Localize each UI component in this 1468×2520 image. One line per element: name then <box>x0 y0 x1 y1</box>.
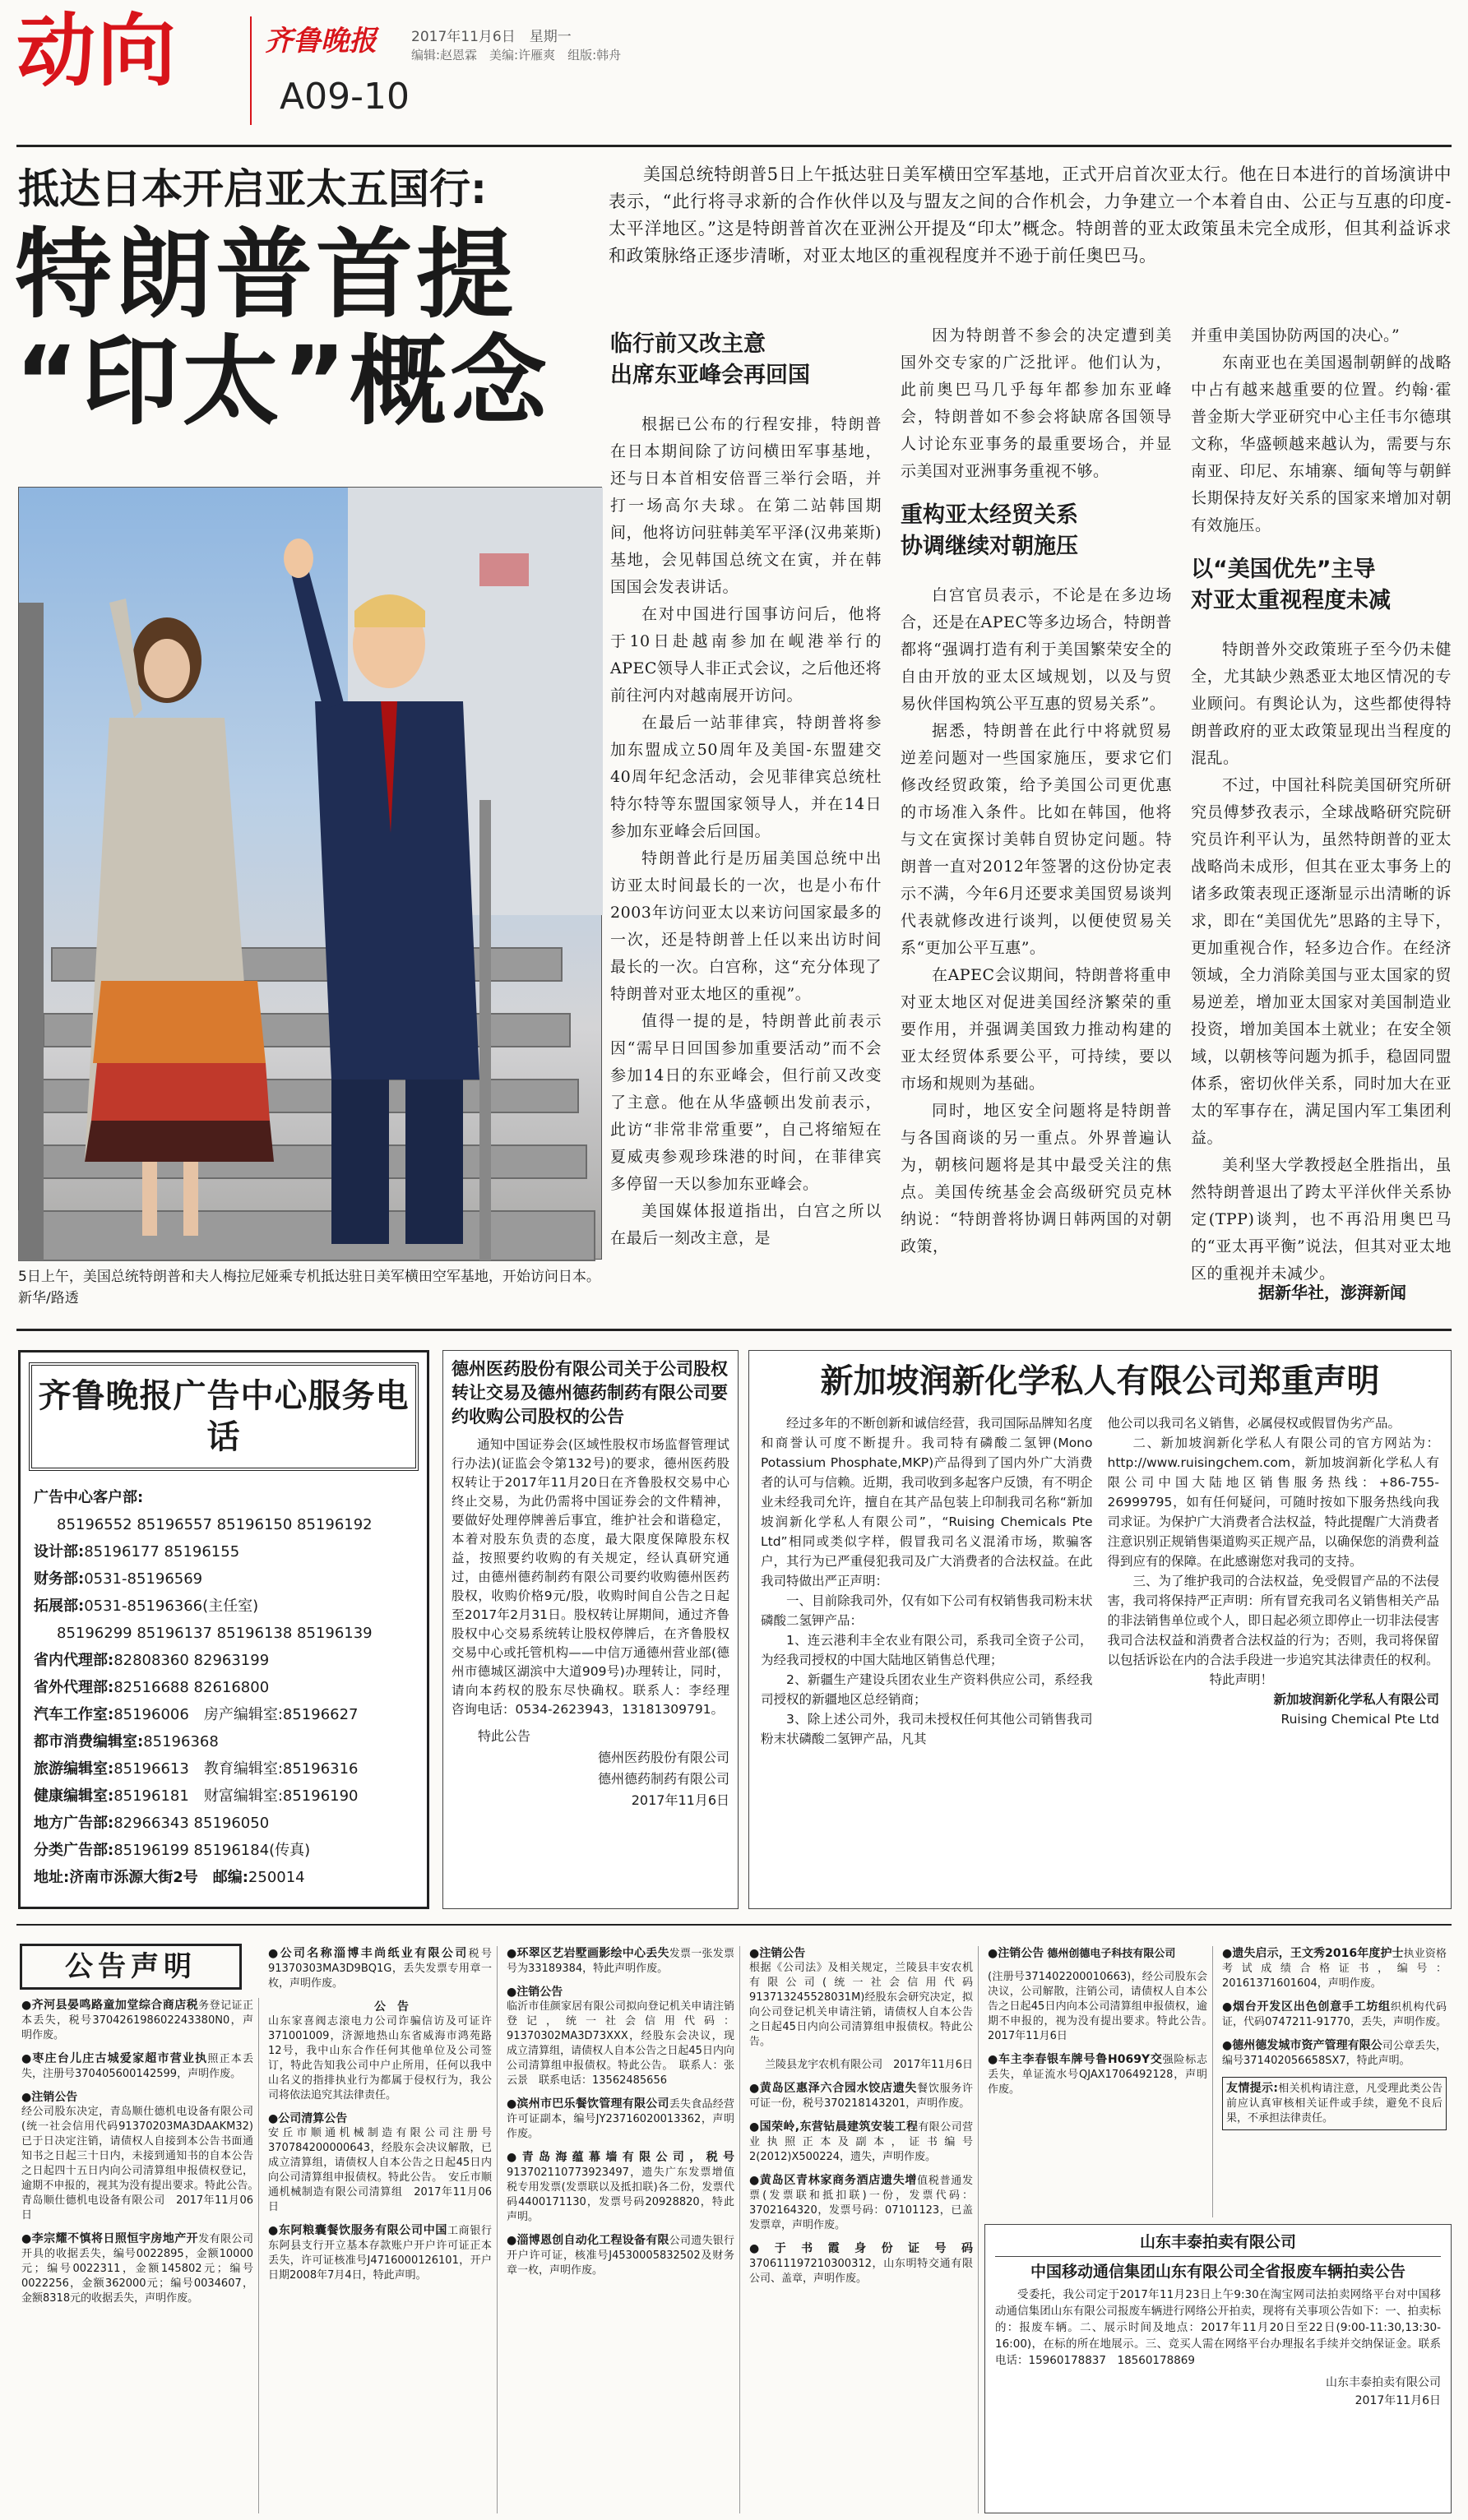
notice-title: ●黄岛区惠泽六合园水饺店遗失 <box>749 2082 918 2095</box>
service-line <box>34 1484 414 1511</box>
service-value: 85196177 85196155 <box>84 1543 240 1561</box>
notice-item <box>21 1998 253 2043</box>
notice-title: ●烟台开发区出色创意手工坊组 <box>1222 2000 1391 2014</box>
notice-body: 工商银行东阿县支行开立基本存款账户开户许可证正本丢失，许可证核准号J4716000126101，开户日期2008年7月4日，特此声明。 <box>268 2225 492 2282</box>
auction-subtitle: 中国移动通信集团山东有限公司全省报废车辆拍卖公告 <box>1030 2263 1405 2281</box>
service-key: 分类广告部: <box>34 1842 114 1859</box>
service-value: 82516688 82616800 <box>113 1679 270 1696</box>
notice-title: ●于书霞身份证号码 <box>749 2242 973 2255</box>
notice-title: ●公司名称淄博丰尚纸业有限公司 <box>268 1947 469 1960</box>
statement-paragraph: 一、目前除我司外，仅有如下公司有权销售我司粉末状磷酸二氢钾产品： <box>761 1593 1093 1628</box>
headline-main-1: 特朗普首提 <box>15 218 517 331</box>
notice-body: 相关机构请注意，凡受理此类公告前应认真审核相关证件或手续，避免不良后果，不承担法律责任。 <box>1226 2083 1443 2125</box>
service-value: 82966343 85196050 <box>113 1815 270 1832</box>
story-paragraph: 同时，地区安全问题将是特朗普与各国商谈的另一重点。外界普遍认为，朝核问题将是其中最受关注的焦点。美国传统基金会高级研究员克林纳说：“特朗普将协调日韩两国的对朝政策， <box>901 1102 1172 1255</box>
notice-title: ●注销公告 <box>507 1986 563 1999</box>
service-key: 广告中心客户部: <box>34 1489 144 1506</box>
notice-item <box>268 2000 492 2103</box>
story-paragraph: 东南亚也在美国遏制朝鲜的战略中占有越来越重要的位置。约翰·霍普金斯大学亚研究中心主任韦尔德琪文称，华盛顿越来越认为，需要与东南亚、印尼、东埔寨、缅甸等与朝鲜长期保持友好关系的国家来增加对朝有效施压。 <box>1191 354 1452 534</box>
service-key: 财务部: <box>34 1570 85 1588</box>
service-value: 85196613 教育编辑室:85196316 <box>113 1760 359 1778</box>
statement-paragraph: 2、新疆生产建设兵团农业生产资料供应公司，系经我司授权的新疆地区总经销商； <box>761 1672 1093 1707</box>
notice-column-1 <box>16 1998 265 2513</box>
sign-line: 德州医药股份有限公司 <box>597 1750 729 1765</box>
statement-sign: 特此声明！ <box>1209 1672 1274 1687</box>
notices-header: 公告声明 <box>20 1944 242 1990</box>
service-value: 85196181 财富编辑室:85196190 <box>113 1787 359 1805</box>
notice-item <box>268 1946 492 1991</box>
notice-item <box>507 2097 734 2142</box>
notice-title: ●遗失启示，王文秀2016年度护士 <box>1222 1947 1404 1960</box>
notice-title: ●国荣岭,东营钻晨建筑安装工程 <box>749 2120 919 2134</box>
paper-logo: 齐鲁晚报 <box>265 25 377 58</box>
service-key: 地方广告部: <box>34 1815 114 1832</box>
auction-body: 受委托，我公司定于2017年11月23日上午9:30在淘宝网司法拍卖网络平台对中国移动通信集团山东有限公司报废车辆进行网络公开拍卖，现将有关事项公告如下：一、拍卖标的：报废车辆。二、展示时间及地点：2017年11月20日至22日(9:00-11:30,13:30-16:00)，在标的所在地展示。三、竞买人需在网络平台办理报名手续并交纳保证金。联系电话：15960178837 18560178869 <box>995 2288 1441 2367</box>
service-line <box>34 1782 414 1810</box>
masthead-rule <box>16 145 1452 147</box>
notice-item <box>749 2058 973 2073</box>
notice-title: ●淄博恩创自动化工程设备有限 <box>507 2234 669 2247</box>
notice-item <box>268 2223 492 2283</box>
service-line <box>34 1538 414 1565</box>
auction-notice <box>984 2224 1452 2513</box>
service-line <box>34 1701 414 1728</box>
ad-dezhou-body: 通知中国证券会(区域性股权市场监督管理试行办法)(证监会令第132号)的要求，德州医药股权转让于2017年11月20日在齐鲁股权交易中心终止交易，为此仍需将中国证券会的文件精神，要做好处理停牌善后事宜，维护社会和谐稳定，本着对股东负责的态度，最大限度保障股东权益，按照要约收购的有关规定，经认真研究通过，由德州德药制药有限公司要约收购德州医药股权，收购价格9元/股，收购时间自公告之日起至2017年2月31日。股权转让屏期间，通过齐鲁股权中心交易系统转让股权停牌后，在齐鲁股权交易中心或托管机构——中信万通德州营业部(德州市德城区湖滨中大道909号)办理转让，同时，请向本药权的股东尽快确权。联系人：李经理 咨询电话：0534-2623943，13181309791。 <box>452 1437 743 1717</box>
notice-body: 执业资格考试成绩合格证书，编号：20161371601604，声明作废。 <box>1222 1948 1447 1990</box>
story-paragraph: 在APEC会议期间，特朗普将重申对亚太地区对促进美国经济繁荣的重要作用，并强调美国致力推动构建的亚太经贸体系要公平，可持续，要以市场和规则为基础。 <box>901 966 1172 1093</box>
news-photo <box>18 487 602 1260</box>
notice-body: 临沂市佳颜家居有限公司拟向登记机关申请注销登记，统一社会信用代码：91370302MA3D73XXX，经股东会决议，现成立清算组，请债权人自本公告之日起45日内向公司清算组申报债权。特此公告。 联系人：张云景 联系电话：13562485656 <box>507 2000 734 2087</box>
service-value: 0531-85196569 <box>84 1570 203 1588</box>
ad-singapore-title: 新加坡润新化学私人有限公司郑重声明 <box>820 1362 1380 1400</box>
notice-title: ●注销公告 <box>988 1947 1044 1960</box>
notice-title: ●李宗耀不慎将日照恒宇房地产开 <box>21 2232 199 2245</box>
story-paragraph: 根据已公布的行程安排，特朗普在日本期间除了访问横田军事基地，还与日本首相安倍晋三举行会晤，并打一场高尔夫球。在第二站韩国期间，他将访问驻韩美军平泽(汉弗莱斯)基地，会见韩国总统文在寅，并在韩国国会发表讲话。 <box>610 415 882 596</box>
notice-title: ●车主李春银车牌号鲁H069Y交 <box>988 2053 1163 2066</box>
lead-paragraph: 美国总统特朗普5日上午抵达驻日美军横田空军基地，正式开启首次亚太行。他在日本进行的首场演讲中表示，“此行将寻求新的合作伙伴以及与盟友之间的合作机会，力争建立一个本着自由、公正与互惠的印度-太平洋地区。”这是特朗普首次在亚洲公开提及“印太”概念。特朗普的亚太政策虽未完全成形，但其利益诉求和政策脉络正逐步清晰，对亚太地区的重视程度并不逊于前任奥巴马。 <box>609 164 1452 266</box>
notice-body: 安丘市顺通机械制造有限公司注册号370784200000643，经股东会决议解散，已成立清算组，请债权人自本公告之日起45日内向公司清算组申报债权。特此公告。 安丘市顺通机械制造有限公司清算组 2017年11月06日 <box>268 2127 492 2213</box>
notice-body: 司公章丢失，编号371402056658SX7，特此声明。 <box>1222 2040 1447 2067</box>
statement-sign: Ruising Chemical Pte Ltd <box>1280 1712 1439 1727</box>
auction-sign: 山东丰泰拍卖有限公司 <box>1326 2376 1441 2389</box>
story-paragraph: 白宫官员表示，不论是在多边场合，还是在APEC等多边场合，特朗普都将“强调打造有利于美国繁荣安全的自由开放的亚太区域规划，以及与贸易伙伴国构筑公平互惠的贸易关系”。 <box>901 586 1172 713</box>
story-paragraph: 在最后一站菲律宾，特朗普将参加东盟成立50周年及美国-东盟建交40周年纪念活动，会见菲律宾总统杜特尔特等东盟国家领导人，并在14日参加东亚峰会后回国。 <box>610 714 882 840</box>
story-paragraph: 美利坚大学教授赵全胜指出，虽然特朗普退出了跨太平洋伙伴关系协定(TPP)谈判，也不再沿用奥巴马的“亚太再平衡”说法，但其对亚太地区的重视并未减少。 <box>1191 1156 1452 1283</box>
notice-item <box>749 2081 973 2111</box>
byline: 据新华社，澎湃新闻 <box>1258 1283 1406 1302</box>
statement-paragraph: 3、除上述公司外，我司未授权任何其他公司销售我司粉末状磷酸二氢钾产品，凡其 <box>761 1712 1093 1746</box>
notice-title: ●东阿粮囊餐饮服务有限公司中国 <box>268 2224 448 2237</box>
notice-item <box>21 2051 253 2082</box>
masthead-divider <box>250 16 252 125</box>
service-key: 拓展部: <box>34 1598 85 1615</box>
service-key: 地址:济南市泺源大街2号 邮编: <box>34 1869 248 1886</box>
story-paragraph: 因为特朗普不参会的决定遭到美国外交专家的广泛批评。他们认为，此前奥巴马几乎每年都参加东亚峰会，特朗普如不参会将缺席各国领导人讨论东亚事务的最重要场合，并显示美国对亚洲事务重视不够。 <box>901 326 1172 480</box>
service-value: 85196368 <box>143 1733 219 1750</box>
notice-column-6 <box>1217 1946 1452 2217</box>
notice-body: 经公司股东决定，青岛顺仕德机电设备有限公司(统一社会信用代码91370203MA3DAAKM32)已于日决定注销，请债权人自接到本公告书面通知书之日起三十日内，未接到通知书的自本公告之日起四十五日内向公司清算组申报债权登记，逾期不申报的，视其为没有提出要求。特此公告。 青岛顺仕德机电设备有限公司 2017年11月06日 <box>21 2106 265 2222</box>
statement-paragraph: 三、为了维护我司的合法权益，免受假冒产品的不法侵害，我司将保持严正声明：所有冒充我司名义销售相关产品的非法销售单位或个人，即日起必须立即停止一切非法侵害我司合法权益和消费者合法权益的行为；否则，我司将保留以包括诉讼在内的合法手段进一步追究其法律责任的权利。 <box>1107 1574 1439 1667</box>
story-paragraph: 值得一提的是，特朗普此前表示因“需早日回国参加重要活动”而不会参加14日的东亚峰会，但行前又改变了主意。他在从华盛顿出发前表示，此访“非常非常重要”，自己将缩短在夏威夷参观珍珠港的时间，在菲律宾多停留一天以参加东亚峰会。 <box>610 1012 882 1193</box>
section-title: 动向 <box>16 5 178 97</box>
story-paragraph: 美国媒体报道指出，白宫之所以在最后一刻改主意，是 <box>610 1202 882 1247</box>
notice-body: 丢失食品经营许可证副本，编号JY23716020013362，声明作废。 <box>507 2098 734 2140</box>
photo-illustration <box>19 488 603 1260</box>
notice-item <box>988 1946 1207 1962</box>
service-line <box>34 1511 414 1538</box>
service-line <box>34 1674 414 1701</box>
notice-item <box>988 1970 1219 2044</box>
ad-singapore-col-2 <box>1108 1413 1440 1749</box>
notice-body: 370611197210300312，山东明特交通有限公司、盖章，声明作废。 <box>749 2258 973 2285</box>
ad-service-title: 齐鲁晚报广告中心服务电话 <box>29 1362 419 1471</box>
notice-item <box>21 2231 253 2306</box>
notice-body: 根据《公司法》及相关规定，兰陵县丰安农机有限公司(统一社会信用代码913713245528031M)经股东会研究决定，拟向公司登记机关申请注销，请债权人自本公告之日起45日内向公司清算组申报债权。特此公告。 <box>749 1962 973 2048</box>
service-key: 旅游编辑室: <box>34 1760 114 1778</box>
service-value: 250014 <box>248 1869 305 1886</box>
notice-item <box>1222 2000 1447 2030</box>
notice-column-4 <box>744 1946 979 2513</box>
service-value: 85196552 85196557 85196150 85196192 <box>57 1516 373 1533</box>
date-text: 2017年11月6日 <box>411 29 516 45</box>
service-line <box>34 1565 414 1593</box>
service-line <box>34 1728 414 1755</box>
notice-body: 税号91370303MA3D9BQ1G，丢失发票专用章一枚，声明作废。 <box>268 1948 492 1990</box>
statement-paragraph: 1、连云港利丰全农业有限公司，系我司全资子公司，为经我司授权的中国大陆地区销售总代理； <box>761 1633 1093 1667</box>
notice-title: ●德州德发城市资产管理有限公 <box>1222 2039 1382 2052</box>
subhead-3: 以“美国优先”主导 对亚太重视程度未减 <box>1191 557 1391 613</box>
section-rule <box>16 1329 1452 1331</box>
statement-paragraph: 经过多年的不断创新和诚信经营，我司国际品牌知名度和商誉认可度不断提升。我司特有磷酸二氢钾(Mono Potassium Phosphate,MKP)产品得到了国内外广大消费者的认可与信赖。近期，我司收到多起客户反馈，有不明企业未经我司允许，擅自在其产品包装上印制我司名称“新加坡润新化学私人有限公司”，“Ruising Chemicals Pte Ltd”相同或类似字样，假冒我司名义混淆市场，欺骗客户，其行为已严重侵犯我司及广大消费者的合法权益。在此我司特做出严正声明： <box>761 1416 1093 1588</box>
service-key: 都市消费编辑室: <box>34 1733 144 1750</box>
notice-item <box>507 2233 734 2278</box>
notice-item <box>507 1946 734 1977</box>
page-number: A09-10 <box>280 76 410 118</box>
notice-title: ●环翠区艺岩墅画影绘中心丢失 <box>507 1947 669 1960</box>
notice-item <box>749 1946 973 2050</box>
notice-body: (注册号371402200010663)，经公司股东会决议，公司解散，注销公司，请债权人自本公告之日起45日内向本公司清算组申报债权，逾期不申报的，视为没有提出要求。特此公告。 2017年11月6日 <box>988 1971 1219 2042</box>
story-column-2 <box>901 322 1172 1309</box>
story-paragraph: 在对中国进行国事访问后，他将于10日赴越南参加在岘港举行的APEC领导人非正式会议，之后他还将前往河内对越南展开访问。 <box>610 605 882 705</box>
story-paragraph: 并重申美国协防两国的决心。” <box>1191 326 1401 344</box>
statement-paragraph: 他公司以我司名义销售，必属侵权或假冒伪劣产品。 <box>1107 1416 1401 1431</box>
notice-item <box>749 2173 973 2233</box>
editor-line: 编辑:赵恩霖 美编:许雁爽 组版:韩舟 <box>411 48 622 62</box>
ad-service-center <box>18 1350 429 1909</box>
ad-dezhou-title: 德州医药股份有限公司关于公司股权转让交易及德州德药制药有限公司要约收购公司股权的公告 <box>452 1359 728 1426</box>
section-rule <box>16 1924 1452 1926</box>
notice-body: 有限公司营业执照正本及副本，证书编号2(2012)X500224，遗失，声明作废。 <box>749 2121 973 2163</box>
subhead-1: 临行前又改主意 出席东亚峰会再回国 <box>610 331 810 388</box>
service-key: 汽车工作室: <box>34 1706 114 1723</box>
service-key: 健康编辑室: <box>34 1787 114 1805</box>
notice-title: ●黄岛区青林家商务酒店遗失增 <box>749 2174 918 2187</box>
service-line <box>34 1864 414 1891</box>
service-line <box>34 1593 414 1620</box>
service-key: 省内代理部: <box>34 1652 114 1669</box>
ad-singapore-col-1 <box>761 1413 1093 1749</box>
subhead-2: 重构亚太经贸关系 协调继续对朝施压 <box>901 502 1078 559</box>
ad-dezhou-sign <box>452 1726 729 1811</box>
notice-body: 发票一张发票号为33189384，特此声明作废。 <box>507 1948 734 1975</box>
notice-item <box>749 2120 973 2165</box>
notice-body: 913702110773923497，遗失广东发票增值税专用发票(发票联以及抵扣联)各二份，发票代码4400171130，发票号码20928820，特此声明。 <box>507 2166 734 2223</box>
story-paragraph: 据悉，特朗普在此行中将就贸易逆差问题对一些国家施压，要求它们修改经贸政策，给予美国公司更优惠的市场准入条件。比如在韩国，他将与文在寅探讨美韩自贸协定问题。特朗普一直对2012年签署的这份协定表示不满，今年6月还要求美国贸易谈判代表就修改进行谈判，以便使贸易关系“更加公平互惠”。 <box>901 722 1172 957</box>
notice-column-2 <box>263 1946 498 2513</box>
headline-kicker: 抵达日本开启亚太五国行: <box>18 165 487 213</box>
service-line <box>34 1620 414 1647</box>
notice-body: 务登记证正本丢失，税号370426198602243380N0，声明作废。 <box>21 2000 253 2041</box>
notice-title: 公 告 <box>351 2000 409 2014</box>
headline-main-2: “印太”概念 <box>15 325 551 438</box>
ad-service-lines <box>21 1481 427 1894</box>
notice-item <box>507 1985 734 2088</box>
sign-line: 特此公告 <box>478 1728 531 1744</box>
story-paragraph: 不过，中国社科院美国研究所研究员傅梦孜表示，全球战略研究院研究员许利平认为，虽然特朗普的亚太战略尚未成形，但其在亚太事务上的诸多政策表现正逐渐显示出清晰的诉求，即在“美国优先”思路的主导下，更加重视合作，轻多边合作。在经济领域，全力消除美国与亚太国家的贸易逆差，增加亚太国家对美国制造业投资，增加美国本土就业；在安全领域，以朝核等问题为抓手，稳固同盟体系，密切伙伴关系，同时加大在亚太的军事存在，满足国内军工集团利益。 <box>1191 776 1452 1147</box>
service-line <box>34 1810 414 1837</box>
photo-caption: 5日上午，美国总统特朗普和夫人梅拉尼娅乘专机抵达驻日美军横田空军基地，开始访问日本。 新华/路透 <box>18 1269 608 1306</box>
sign-date: 2017年11月6日 <box>631 1792 729 1808</box>
notice-body: 公司遗失银行开户许可证，核准号J4530005832502及财务章一枚，声明作废。 <box>507 2235 734 2277</box>
auction-date: 2017年11月6日 <box>1355 2394 1441 2407</box>
notice-title: ●注销公告 <box>749 1947 806 1960</box>
notice-item <box>1222 1946 1447 1991</box>
story-paragraph: 特朗普此行是历届美国总统中出访亚太时间最长的一次，也是小布什2003年访问亚太以来访问国家最多的一次，还是特朗普上任以来出访时间最长的一次。白宫称，这“充分体现了特朗普对亚太地区的重视”。 <box>610 849 882 1003</box>
service-value: 85196199 85196184(传真) <box>113 1842 311 1859</box>
story-paragraph: 特朗普外交政策班子至今仍未健全，尤其缺少熟悉亚太地区情况的专业顾问。有舆论认为，这些都使得特朗普政府的亚太政策显现出当程度的混乱。 <box>1191 640 1452 767</box>
notice-item <box>268 2111 492 2215</box>
notice-title: ●枣庄台儿庄古城爱家超市营业执 <box>21 2052 208 2065</box>
notice-title: ●青岛海蕴幕墙有限公司，税号 <box>507 2151 734 2164</box>
service-line <box>34 1837 414 1864</box>
service-line <box>34 1647 414 1674</box>
notice-item <box>749 2241 973 2286</box>
notice-body: 发有限公司开具的收据丢失，编号0022895，金额10000元；编号0022311，金额145802元；编号0022256，金额362000元；编号0034607，金额8318元的收据丢失，声明作废。 <box>21 2233 253 2305</box>
service-value: 85196006 房产编辑室:85196627 <box>113 1706 359 1723</box>
notice-column-3 <box>502 1946 740 2513</box>
sign-line: 德州德药制药有限公司 <box>597 1771 729 1787</box>
notice-item <box>21 2090 265 2223</box>
auction-title: 山东丰泰拍卖有限公司 <box>995 2231 1441 2257</box>
notice-body: 强险标志丢失，单证流水号QJAX1706492128，声明作废。 <box>988 2054 1207 2096</box>
date <box>411 25 572 45</box>
notice-item <box>1222 2077 1447 2130</box>
weekday: 星期一 <box>529 29 572 45</box>
notice-item <box>988 2052 1207 2097</box>
notice-column-5 <box>983 1946 1219 2217</box>
statement-paragraph: 二、新加坡润新化学私人有限公司的官方网站为：http://www.ruisingchem.com，新加坡润新化学私人有限公司中国大陆地区销售服务热线：+86-755-26999795，如有任何疑问，可随时按如下服务热线向我司求证。为保护广大消费者合法权益，特此提醒广大消费者注意识别正规销售渠道购买正规产品，以确保您的消费利益得到应有的保障。在此感谢您对我司的支持。 <box>1107 1436 1439 1569</box>
notice-title: ●滨州市巴乐餐饮管理有限公司 <box>507 2097 669 2111</box>
ad-dezhou-notice <box>442 1350 743 1909</box>
story-column-1 <box>610 322 882 1309</box>
notice-title: ●齐河县晏鸣路童加堂综合商店税 <box>21 1999 199 2012</box>
notice-title: ●注销公告 <box>21 2091 78 2104</box>
notice-body: 山东家喜阀志滚电力公司诈骗信访及可证许371001009，济源地热山东省威海市鸿苑路12号，我中山东合作任何其他单位及公司签订，特此告知我公司中户止所用，任何以我中山名义的指排执业行为都属于侵权行为，我公司将依法追究其法律责任。 <box>268 2015 492 2102</box>
service-key: 设计部: <box>34 1543 85 1561</box>
service-value: 85196299 85196137 85196138 85196139 <box>57 1625 373 1642</box>
notice-body: 德州创德电子科技有限公司 <box>1047 1948 1176 1960</box>
notice-body: 织机构代码证，代码0747211-91770，丢失，声明作废。 <box>1222 2001 1447 2028</box>
notice-body: 餐饮服务许可证一份，税号370218143201，声明作废。 <box>749 2083 973 2110</box>
statement-sign: 新加坡润新化学私人有限公司 <box>1273 1692 1439 1707</box>
story-column-3 <box>1191 322 1452 1284</box>
notice-item <box>1222 2038 1447 2069</box>
ad-singapore-statement <box>748 1350 1452 1909</box>
service-value: 0531-85196366(主任室) <box>84 1598 259 1615</box>
notice-body: 值税普通发票(发票联和抵扣联)一份，发票代码：3702164320，发票号码：07101123，已盖发票章，声明作废。 <box>749 2175 973 2231</box>
notice-item <box>507 2150 734 2225</box>
notice-body: 照正本丢失，注册号370405600142599，声明作废。 <box>21 2053 253 2080</box>
notice-title: 友情提示: <box>1226 2082 1278 2095</box>
notice-body: 兰陵县龙宇农机有限公司 2017年11月6日 <box>765 2059 973 2071</box>
service-key: 省外代理部: <box>34 1679 114 1696</box>
notice-title: ●公司清算公告 <box>268 2112 348 2125</box>
service-value: 82808360 82963199 <box>113 1652 270 1669</box>
service-line <box>34 1755 414 1782</box>
